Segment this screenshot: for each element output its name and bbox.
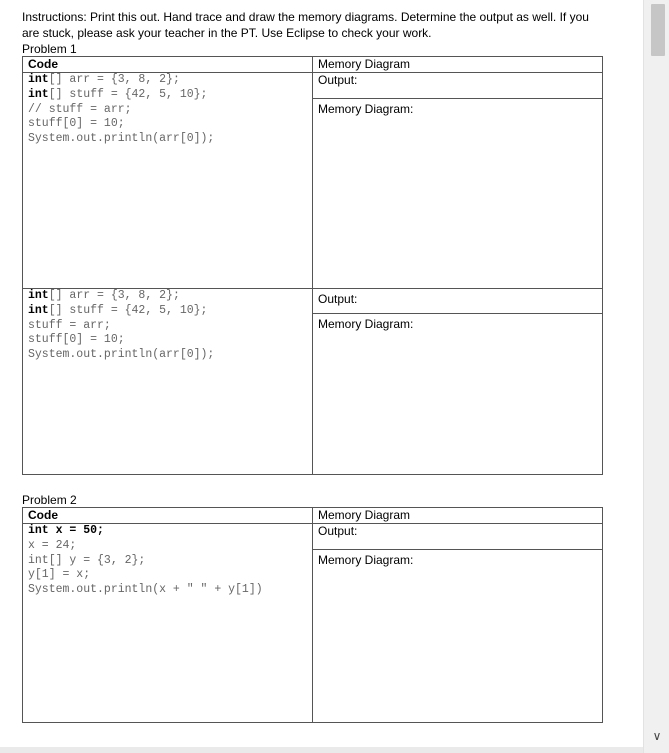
output-label: Output:: [318, 73, 358, 87]
problem-1b-output-cell: [313, 289, 603, 314]
problem-2-label: Problem 2: [22, 493, 77, 507]
problem-1-label: Problem 1: [22, 42, 77, 56]
code-text: stuff[0] = 10;: [28, 333, 125, 347]
memory-diagram-label: Memory Diagram:: [318, 102, 414, 116]
code-keyword: int: [28, 303, 49, 317]
code-line: [28, 583, 312, 598]
problem-1b-memory-cell: [313, 314, 603, 475]
code-text: stuff[0] = 10;: [28, 117, 125, 131]
code-text: y[1] = x;: [28, 568, 91, 582]
problem-2-code: [28, 524, 312, 598]
code-line: [28, 103, 312, 118]
code-line: [28, 132, 312, 147]
code-line: [28, 524, 312, 539]
horizontal-scrollbar[interactable]: [0, 747, 643, 753]
code-line: [28, 348, 312, 363]
code-line: [28, 304, 312, 319]
code-text: // stuff = arr;: [28, 102, 132, 116]
code-column-header: Code: [23, 508, 313, 524]
code-keyword: int: [28, 87, 49, 101]
code-line: [28, 319, 312, 334]
problem-1a-code-cell: [23, 73, 313, 289]
code-line: [28, 568, 312, 583]
memory-column-header: Memory Diagram: [313, 57, 603, 73]
chevron-down-icon[interactable]: ∨: [652, 729, 662, 743]
code-text: [] arr = {3, 8, 2};: [48, 289, 180, 302]
code-line: [28, 73, 312, 88]
code-text: System.out.println(arr[0]);: [28, 132, 215, 146]
memory-diagram-label: Memory Diagram:: [318, 317, 414, 331]
code-line: [28, 289, 312, 304]
code-text: [] stuff = {42, 5, 10};: [48, 303, 208, 317]
instructions: [22, 9, 612, 41]
problem-1b-code: [28, 289, 312, 363]
code-column-header: Code: [23, 57, 313, 73]
code-line: [28, 554, 312, 569]
output-label: Output:: [318, 524, 358, 538]
code-text: [] arr = {3, 8, 2};: [48, 73, 180, 86]
code-keyword: int: [28, 73, 49, 86]
code-line: [28, 88, 312, 103]
problem-2-table: [22, 507, 603, 723]
memory-column-header: Memory Diagram: [313, 508, 603, 524]
problem-1-table: [22, 56, 603, 475]
instructions-line-1: Instructions: Print this out. Hand trace and draw the memory diagrams. Determine the output as well. If you: [22, 10, 589, 24]
memory-diagram-label: Memory Diagram:: [318, 553, 414, 567]
code-keyword: int: [28, 289, 49, 302]
output-label: Output:: [318, 292, 358, 306]
problem-2-memory-cell: [313, 550, 603, 723]
problem-1a-code: [28, 73, 312, 147]
code-line: [28, 117, 312, 132]
code-text: System.out.println(arr[0]);: [28, 348, 215, 362]
instructions-line-2: are stuck, please ask your teacher in the PT. Use Eclipse to check your work.: [22, 26, 432, 40]
scrollbar-thumb[interactable]: [651, 4, 665, 56]
code-text: [] stuff = {42, 5, 10};: [48, 87, 208, 101]
problem-2-output-cell: [313, 524, 603, 550]
code-keyword: int x = 50;: [28, 524, 104, 537]
code-text: System.out.println(x + " " + y[1]): [28, 583, 263, 597]
code-text: stuff = arr;: [28, 318, 111, 332]
problem-1a-memory-cell: [313, 99, 603, 289]
code-line: [28, 333, 312, 348]
problem-2-code-cell: [23, 524, 313, 723]
problem-1a-output-cell: [313, 73, 603, 99]
problem-1b-code-cell: [23, 289, 313, 475]
code-text: x = 24;: [28, 538, 77, 552]
code-line: [28, 539, 312, 554]
code-text: int[] y = {3, 2};: [28, 553, 146, 567]
vertical-scrollbar[interactable]: [643, 0, 669, 753]
